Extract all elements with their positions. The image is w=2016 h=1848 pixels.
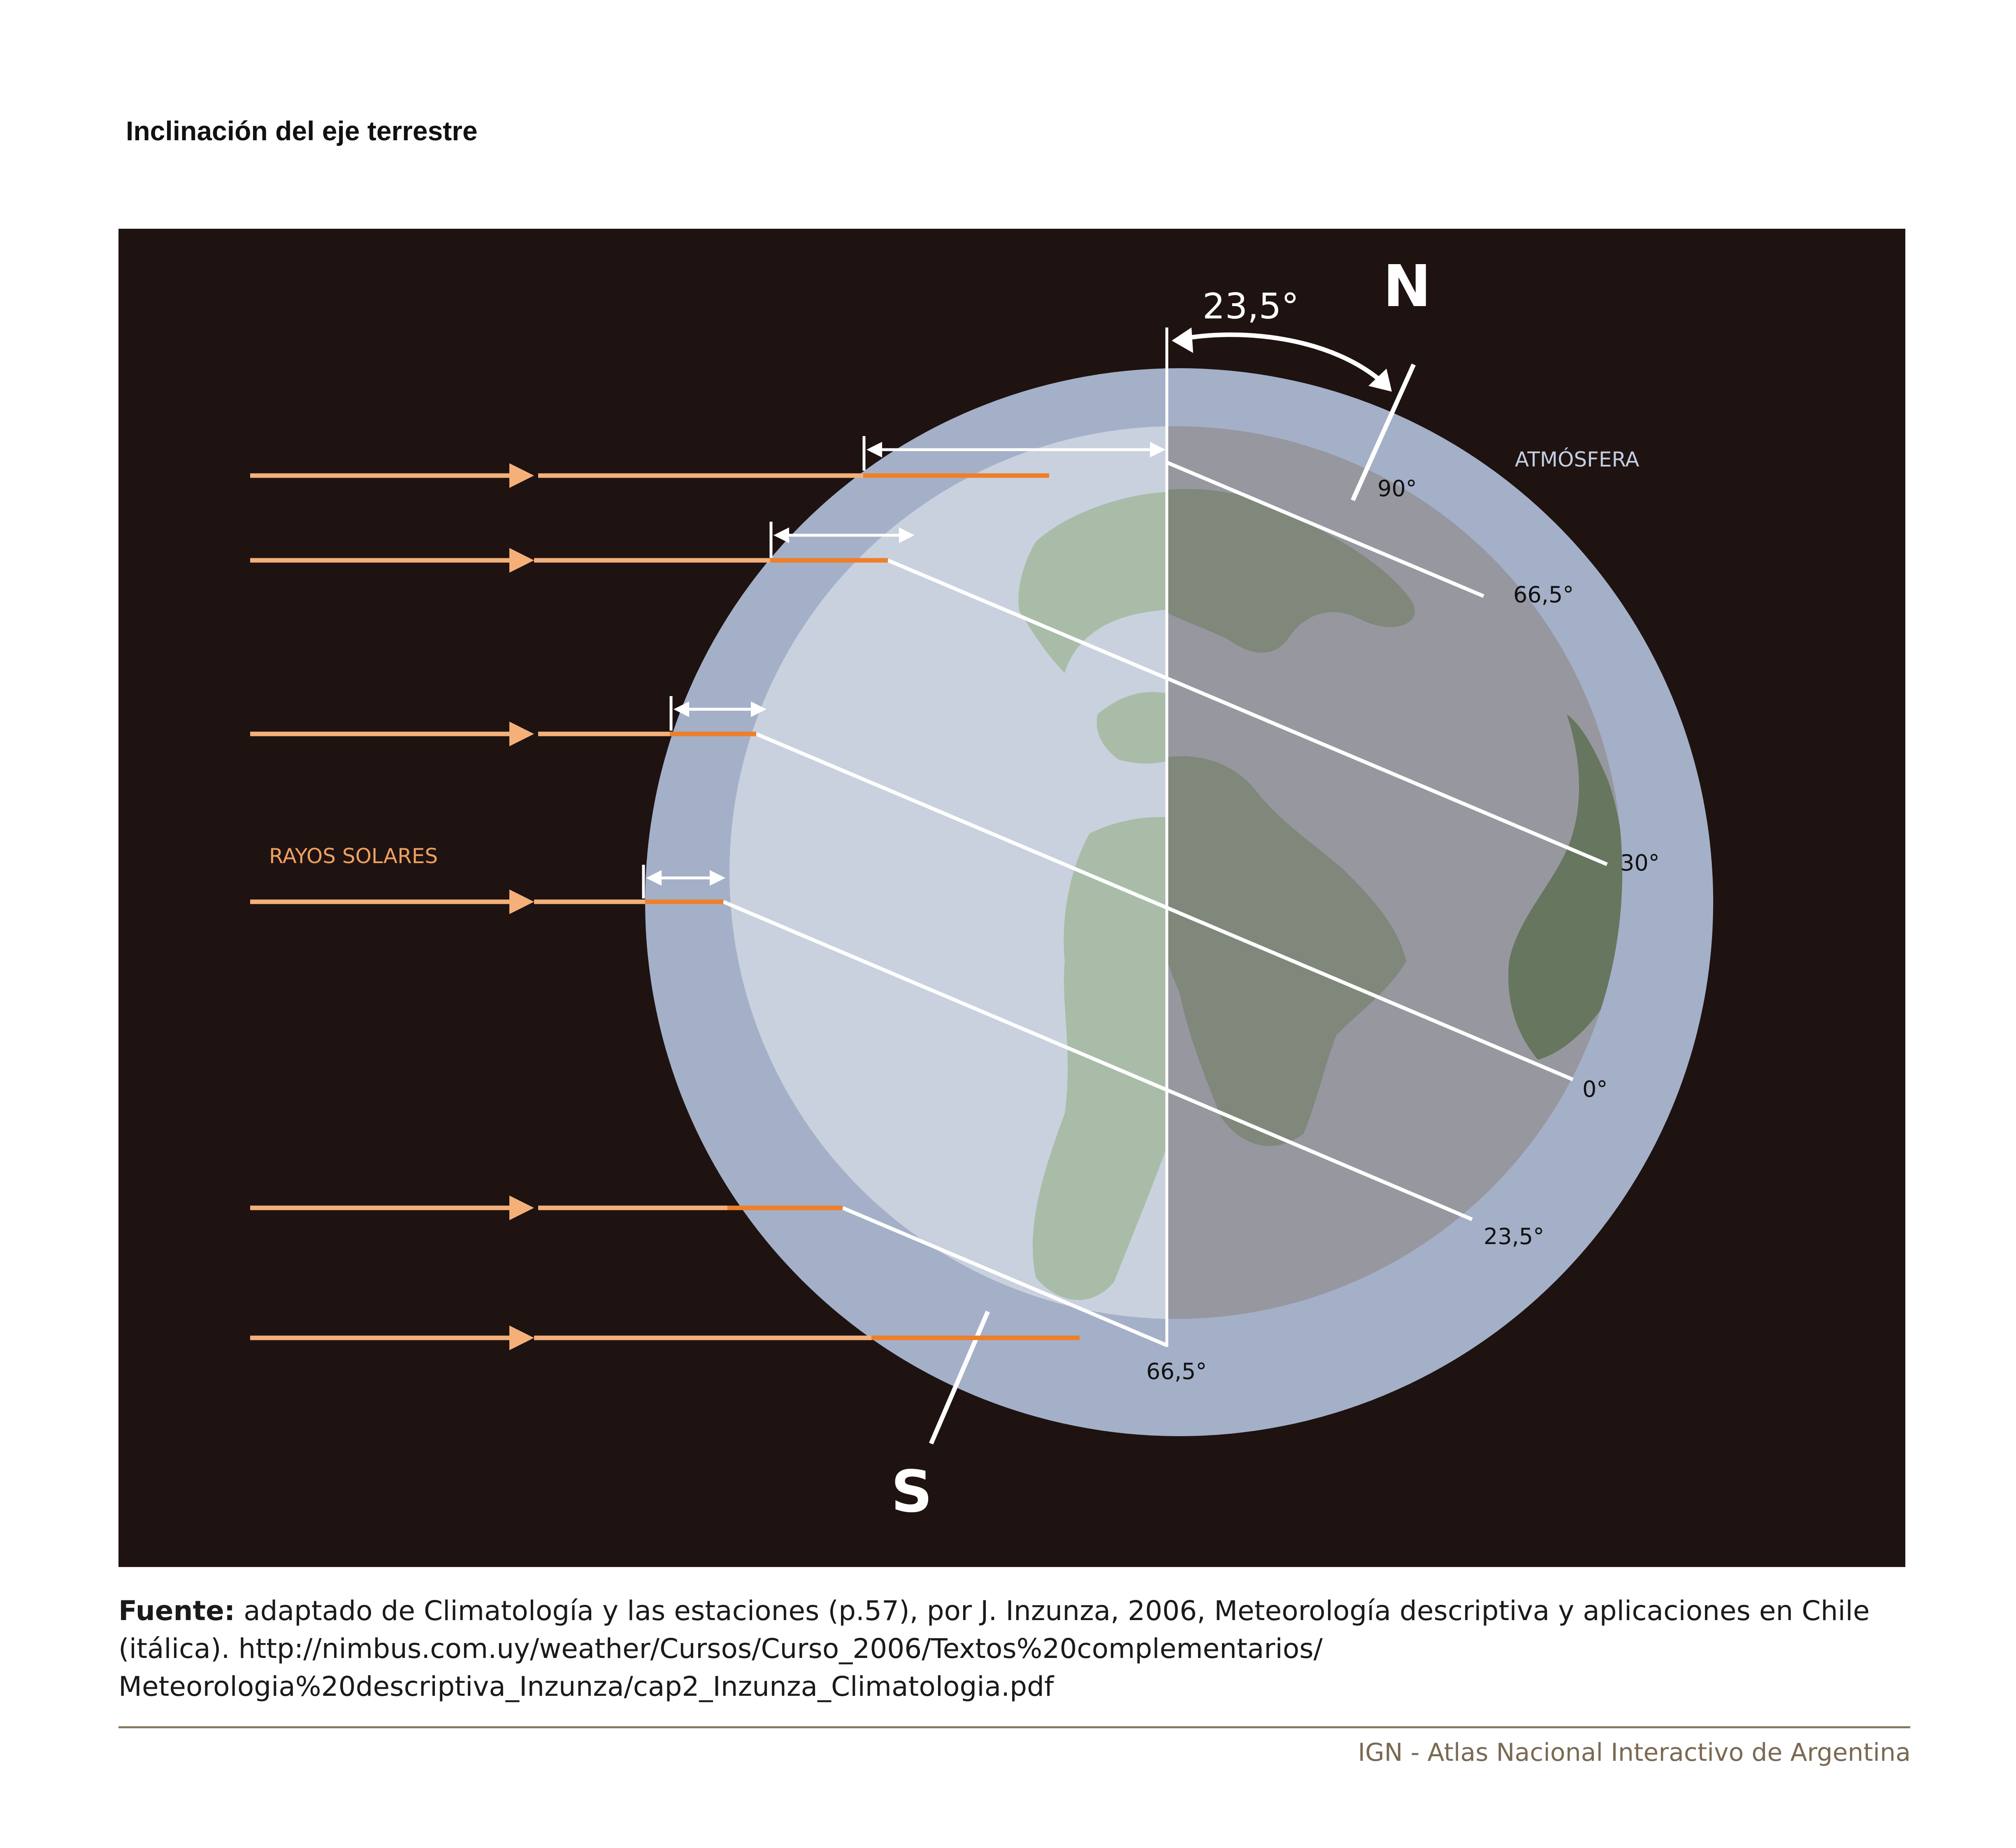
path-length-2-head-left bbox=[773, 527, 789, 543]
latitude-label-0: 0° bbox=[1582, 1076, 1608, 1102]
atmosphere-label: ATMÓSFERA bbox=[1515, 448, 1640, 471]
south-pole-label: S bbox=[891, 1458, 933, 1525]
latitude-label-30: 30° bbox=[1620, 850, 1660, 876]
source-label: Fuente: bbox=[118, 1595, 235, 1627]
ray-1-arrowhead bbox=[509, 463, 534, 488]
latitude-label-66-5-north: 66,5° bbox=[1513, 582, 1574, 608]
latitude-label-66-5-south: 66,5° bbox=[1146, 1358, 1207, 1384]
latitude-label-23-5-south: 23,5° bbox=[1484, 1223, 1545, 1249]
source-citation bbox=[118, 1592, 1912, 1706]
latitude-label-90: 90° bbox=[1377, 476, 1417, 501]
tilt-angle-label: 23,5° bbox=[1202, 286, 1299, 327]
ray-5-arrowhead bbox=[509, 1196, 534, 1220]
ray-3-arrowhead bbox=[509, 722, 534, 746]
north-pole-label: N bbox=[1383, 253, 1431, 320]
solar-rays-label: RAYOS SOLARES bbox=[269, 844, 438, 868]
ray-2-arrowhead bbox=[509, 548, 534, 573]
ray-6-arrowhead bbox=[509, 1326, 534, 1350]
source-text: adaptado de Climatología y las estaciones (p.57), por J. Inzunza, 2006, Meteorología descriptiva y aplicaciones en Chile (itálica). http://nimbus.com.uy/weather/Cursos/Curso_2006/Textos%20complementarios/ Meteorologia%20descriptiva_Inzunza/cap2_Inzunza_Climatologia.pdf bbox=[118, 1595, 1870, 1702]
path-length-1-head-left bbox=[866, 442, 882, 457]
figure-title: Inclinación del eje terrestre bbox=[126, 116, 478, 146]
diagram-svg bbox=[118, 229, 1905, 1567]
footer-credit: IGN - Atlas Nacional Interactivo de Argentina bbox=[1358, 1738, 1911, 1767]
footer-divider bbox=[118, 1726, 1910, 1728]
tilt-arc-arrowhead-left bbox=[1172, 327, 1193, 353]
earth-tilt-diagram bbox=[118, 229, 1905, 1567]
ray-4-arrowhead bbox=[509, 889, 534, 914]
